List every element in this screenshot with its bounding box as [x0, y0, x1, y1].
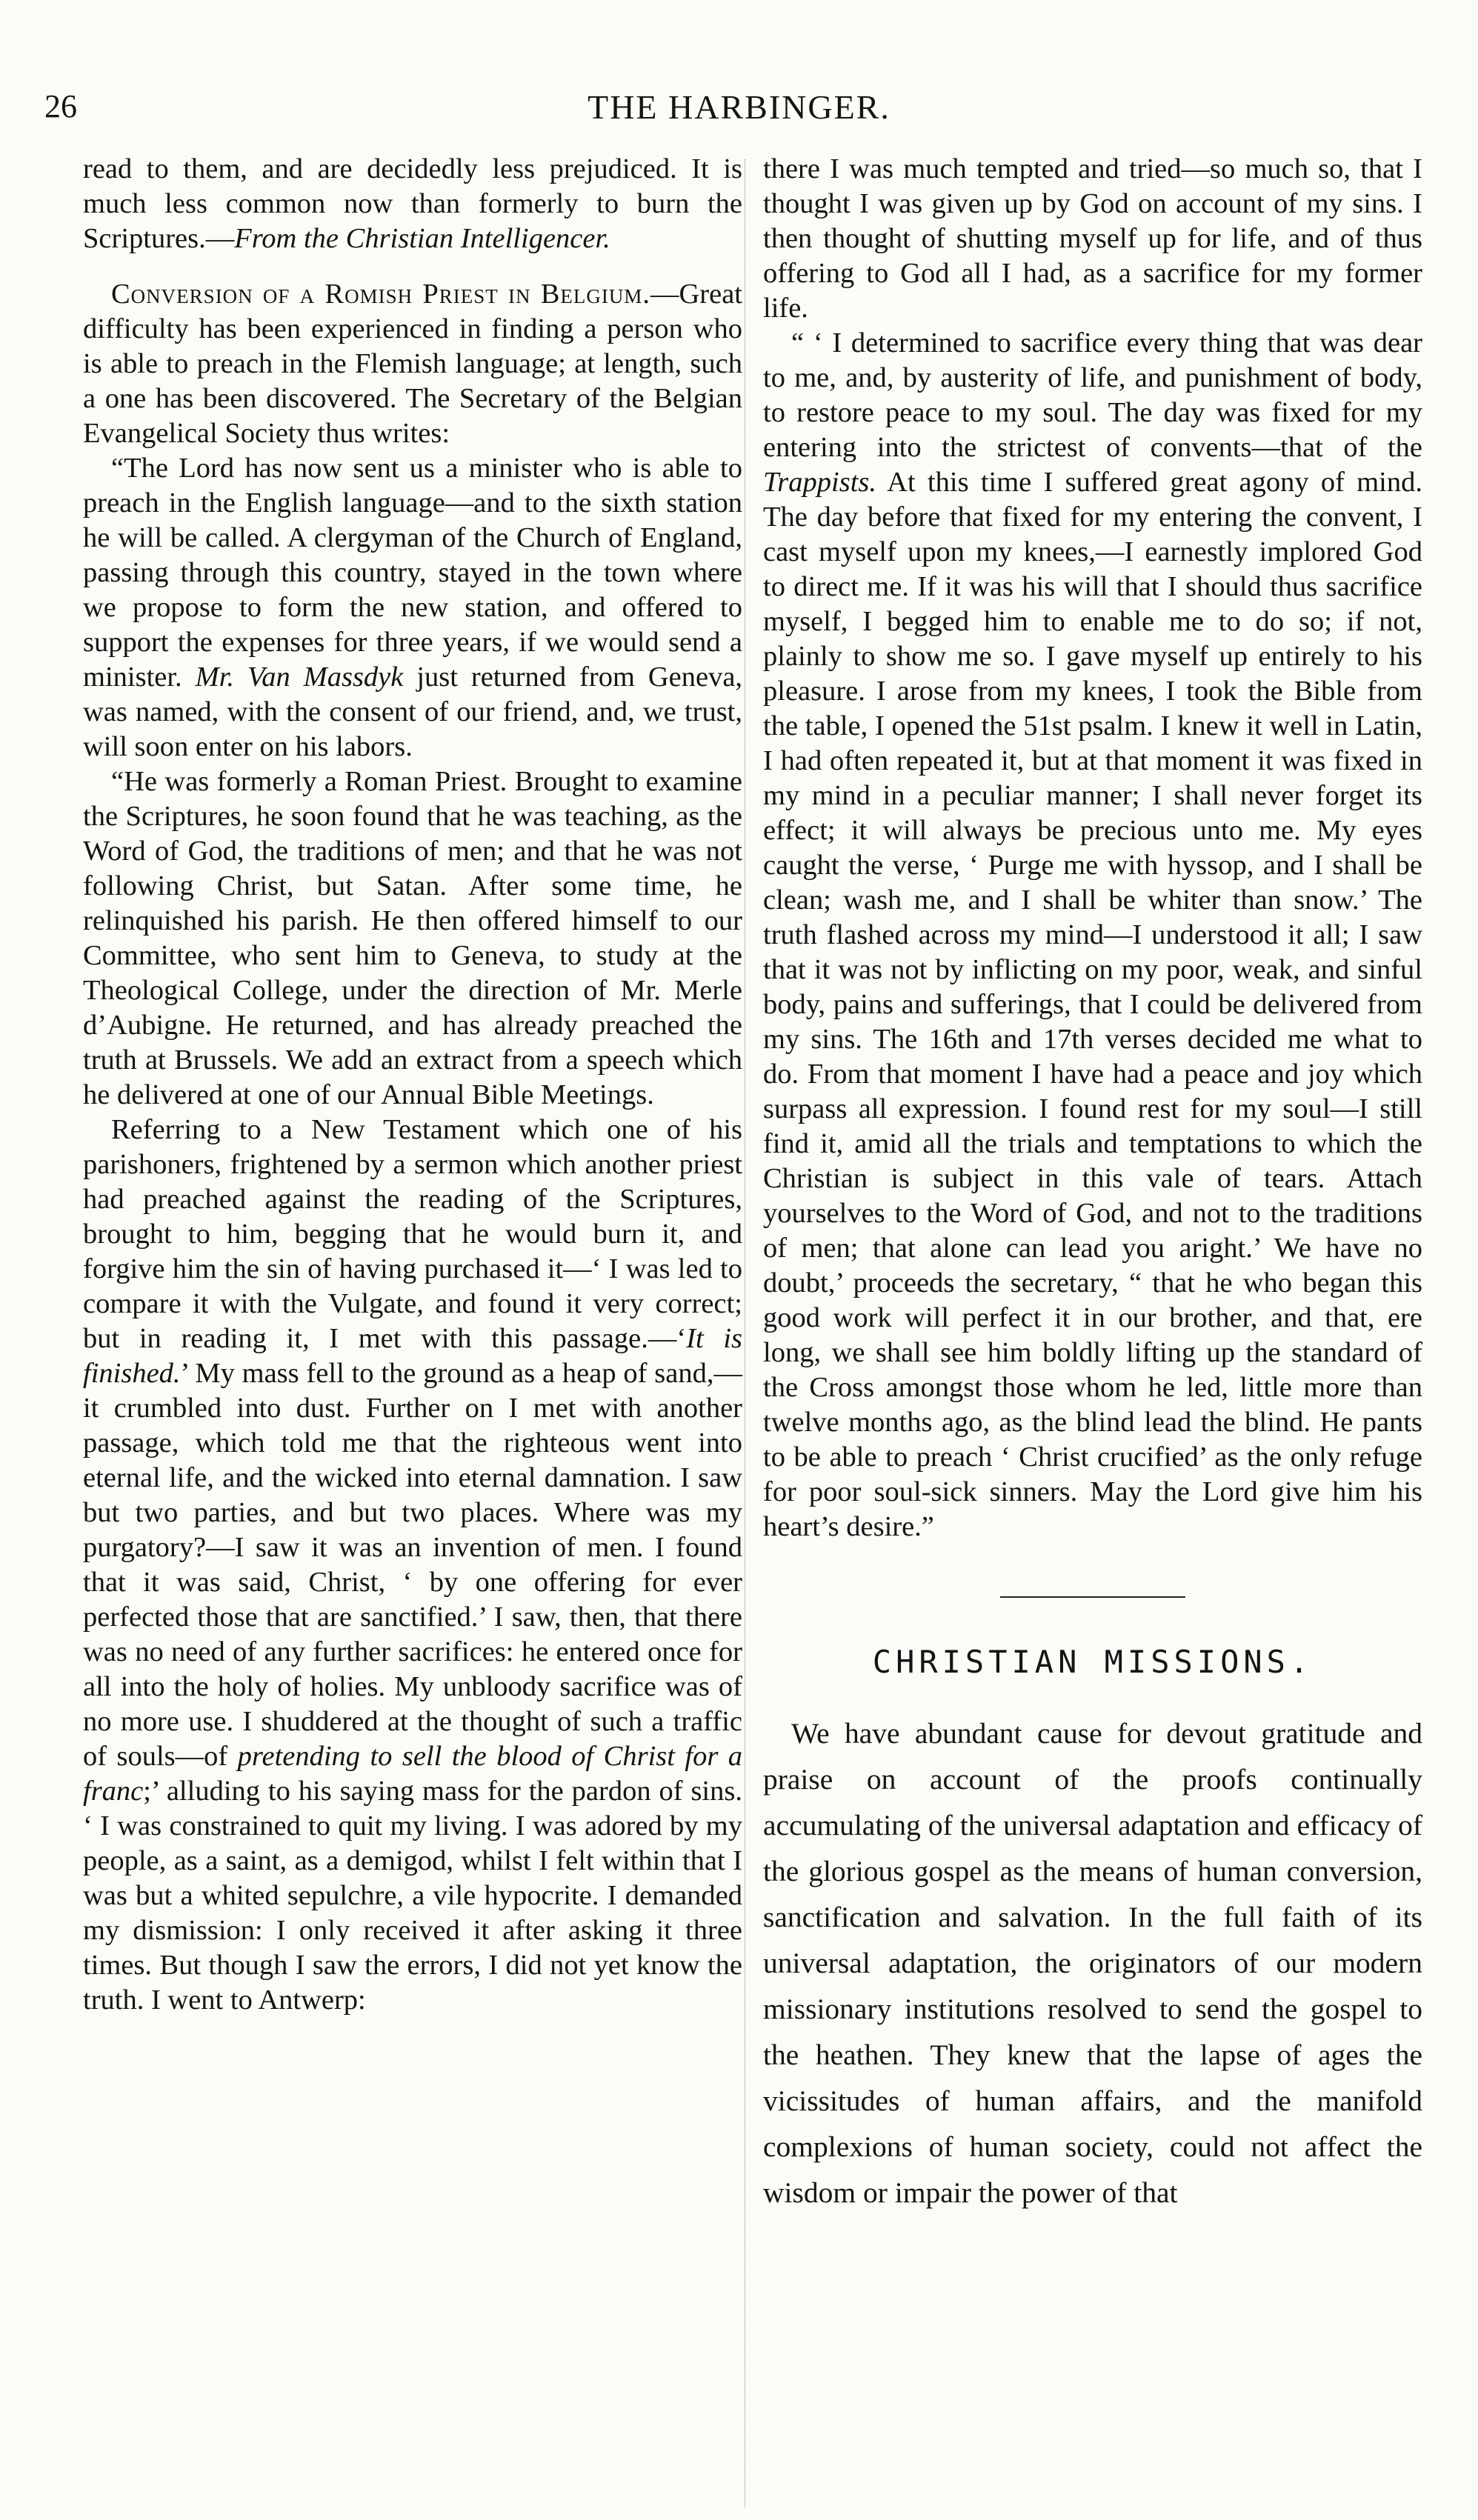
paragraph-text: At this time I suffered great agony of mind. The day before that fixed for my entering the convent, I cast myself upon my knees,—I earnestly implored God to direct me. If it was his will that I should thus sacrifice myself, I begged him to enable me to do so; if not, plainly to show me so. I gave myself up entirely to his pleasure. I arose from my knees, I took the Bible from the table, I opened the 51st psalm. I knew it well in Latin, I had often repeated it, but at that moment it was fixed in my mind in a peculiar manner; I shall never forget its effect; it will always be precious unto me. My eyes caught the verse, ‘ Purge me with hyssop, and I shall be clean; wash me, and I shall be whiter than snow.’ The truth flashed across my mind—I understood it all; I saw that it was not by inflicting on my poor, weak, and sinful body, pains and sufferings, that I could be delivered from my sins. The 16th and 17th verses decided me what to do. From that moment I have had a peace and joy which surpass all expression. I found rest for my soul—I still find it, amid all the trials and temptations to which the Christian is subject in this vale of tears. Attach yourselves to the Word of God, and not to the traditions of men; that alone can lead you aright.’ We have no doubt,’ proceeds the secretary, “ that he who began this good work will perfect it in our brother, and that, ere long, we shall see him boldly lifting up the standard of the Cross amongst those whom he led, little more than twelve months ago, as the blind lead the blind. He pants to be able to preach ‘ Christ crucified’ as the only refuge for poor soul-sick sinners. May the Lord give him his heart’s desire.” — [763, 467, 1422, 1542]
running-head: THE HARBINGER. — [587, 88, 891, 126]
paragraph — [763, 326, 1422, 1544]
paragraph-text: Referring to a New Testament which one of his parishoners, frightened by a sermon which another priest had preached against the reading of the Scriptures, brought to him, begging that he would burn it, and forgive him the sin of having purchased it—‘ I was led to compare it with the Vulgate, and found it very correct; but in reading it, I met with this passage.—‘ — [83, 1114, 742, 1354]
article-heading: Conversion of a Romish Priest in Belgium. — [111, 279, 650, 310]
paragraph-text: “ ‘ I determined to sacrifice every thing that was dear to me, and, by austerity of life, and punishment of body, to restore peace to my soul. The day was fixed for my entering into the strictest of convents—that of the — [763, 327, 1422, 463]
person-name: Mr. Van Massdyk — [195, 661, 404, 693]
italic-phrase: pretending to sell the blood of Christ for a franc — [83, 1741, 743, 1807]
paragraph — [83, 152, 742, 256]
section-title: CHRISTIAN MISSIONS. — [872, 1644, 1314, 1680]
paragraph: We have abundant cause for devout gratitude and praise on account of the proofs continually accumulating of the universal adaptation and efficacy of the glorious gospel as the means of human conversion, sanctification and salvation. In the full faith of its universal adaptation, the originators of our modern missionary institutions resolved to send the gospel to the heathen. They knew that the lapse of ages the vicissitudes of human affairs, and the manifold complexions of human society, could not affect the wisdom or impair the power of that — [763, 1717, 1422, 2209]
paragraph: there I was much tempted and tried—so much so, that I thought I was given up by God on account of my sins. I then thought of shutting myself up for life, and of thus offering to God all I had, as a sacrifice for my former life. — [763, 153, 1422, 324]
paragraph — [83, 1113, 742, 2018]
left-column — [83, 152, 742, 2018]
page-number: 26 — [44, 88, 77, 124]
paragraph-text: —Great difficulty has been experienced in finding a person who is able to preach in the Flemish language; at length, such a one has been discovered. The Secretary of the Belgian Evangelical Society thus writes: — [83, 279, 742, 449]
paragraph-text: ’ My mass fell to the ground as a heap of sand,—it crumbled into dust. Further on I met with another passage, which told me that the righteous went into eternal life, and the wicked into eternal damnation. I saw but two parties, and but two places. Where was my purgatory?—I saw it was an invention of men. I found that it was said, Christ, ‘ by one offering for ever perfected those that are sanctified.’ I saw, then, that there was no need of any further sacrifices: he entered once for all into the holy of holies. My unbloody sacrifice was of no more use. I shuddered at the thought of such a traffic of souls—of — [83, 1358, 742, 1772]
paragraph — [83, 451, 742, 764]
paragraph — [83, 277, 742, 451]
paragraph: “He was formerly a Roman Priest. Brought to examine the Scriptures, he soon found that he was teaching, as the Word of God, the traditions of men; and that he was not following Christ, but Satan. After some time, he relinquished his parish. He then offered himself to our Committee, who sent him to Geneva, to study at the Theological College, under the direction of Mr. Merle d’Aubigne. He returned, and has already preached the truth at Brussels. We add an extract from a speech which he delivered at one of our Annual Bible Meetings. — [83, 766, 742, 1110]
source-citation: From the Christian Intelligencer. — [234, 223, 610, 254]
right-column — [763, 152, 1422, 2216]
paragraph-text: read to them, and are decidedly less prejudiced. It is much less common now than formerly to burn the Scriptures.— — [83, 153, 742, 254]
paragraph-text: just returned from Geneva, was named, with the consent of our friend, and, we trust, will soon enter on his labors. — [83, 661, 743, 762]
missions-article — [763, 1710, 1422, 2216]
paragraph-text: “The Lord has now sent us a minister who is able to preach in the English language—and to the sixth station he will be called. A clergyman of the Church of England, passing through this country, stayed in the town where we propose to form the new station, and offered to support the expenses for three years, if we would send a minister. — [83, 453, 742, 693]
italic-word: Trappists. — [763, 467, 877, 498]
paragraph-text: ;’ alluding to his saying mass for the pardon of sins. ‘ I was constrained to quit my living. I was adored by my people, as a saint, as a demigod, whilst I felt within that I was but a whited sepulchre, a vile hypocrite. I demanded my dismission: I only received it after asking it three times. But though I saw the errors, I did not yet know the truth. I went to Antwerp: — [83, 1776, 742, 2016]
section-rule — [1000, 1596, 1185, 1598]
italic-quote: It is finished. — [83, 1323, 742, 1389]
